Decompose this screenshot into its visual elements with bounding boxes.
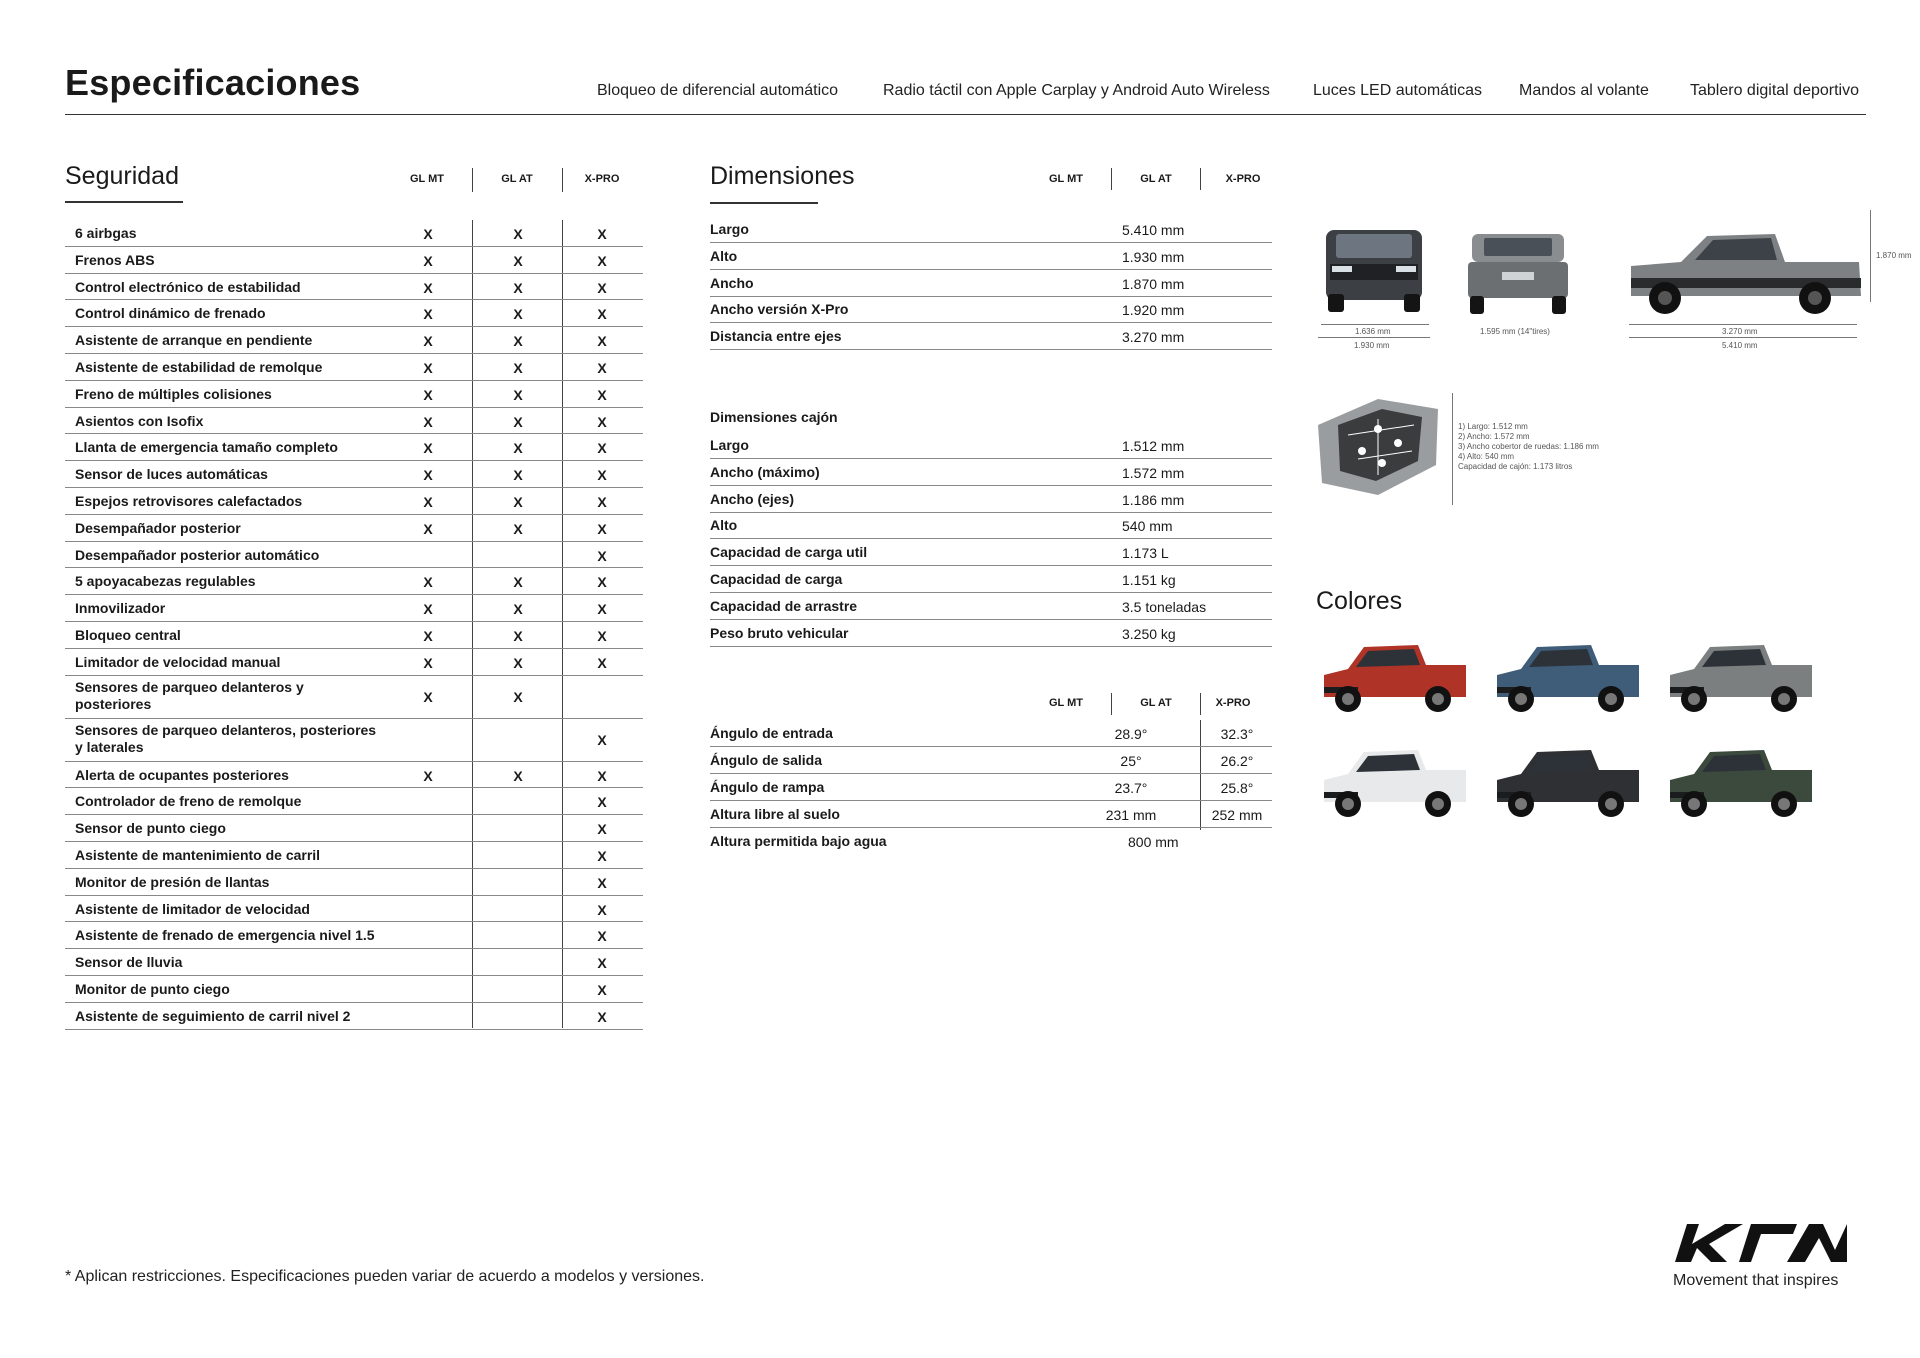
row-value: 252 mm (1211, 807, 1263, 823)
col-header: GL AT (1140, 697, 1172, 709)
feature-label: Mandos al volante (1519, 82, 1649, 99)
kia-logo (1673, 1222, 1849, 1264)
row-label: Ancho (máximo) (710, 463, 820, 480)
col-divider (472, 168, 473, 192)
section-underline (710, 202, 818, 204)
table-row (710, 459, 1272, 486)
check-mark: X (597, 547, 607, 564)
check-mark: X (597, 440, 607, 457)
bed-notes (1458, 422, 1599, 472)
table-row (710, 593, 1272, 620)
table-row (65, 408, 643, 435)
feature-label: Bloqueo de diferencial automático (597, 82, 839, 99)
row-label: Sensor de lluvia (75, 954, 183, 971)
row-label: Ancho (710, 274, 754, 291)
row-value: 3.270 mm (1122, 329, 1185, 346)
check-mark: X (423, 333, 433, 350)
row-label: Ángulo de rampa (710, 779, 825, 795)
dimension-line (1452, 393, 1453, 505)
check-mark: X (513, 226, 523, 242)
table-row (65, 922, 643, 949)
check-mark: X (597, 901, 607, 918)
row-label: Asistente de estabilidad de remolque (75, 359, 323, 375)
table-row (65, 649, 643, 676)
row-value: 1.186 mm (1122, 491, 1185, 508)
check-mark: X (597, 848, 607, 864)
check-mark: X (597, 654, 607, 671)
col-header: X-PRO (1225, 173, 1261, 185)
table-row (65, 488, 643, 515)
table-row (710, 243, 1272, 270)
table-row (710, 747, 1272, 774)
check-mark: X (597, 628, 607, 644)
table-row (65, 354, 643, 381)
table-row (65, 762, 643, 789)
row-value: 540 mm (1122, 518, 1173, 535)
row-label: Sensores de parqueo delanteros, posteriores (75, 721, 377, 738)
rear-view-image (1462, 228, 1574, 318)
row-label: Capacidad de carga util (710, 544, 868, 561)
check-mark: X (423, 601, 433, 618)
row-label: y laterales (75, 738, 144, 755)
height-label: 1.870 mm (1876, 251, 1912, 260)
col-header: GL AT (1140, 173, 1172, 185)
table-row (65, 896, 643, 923)
feature-label: Tablero digital deportivo (1690, 82, 1859, 99)
section-title-colores: Colores (1316, 587, 1403, 615)
row-label: Asistente de arranque en pendiente (75, 332, 313, 349)
row-label: Asistente de frenado de emergencia nivel 1.5 (75, 927, 375, 944)
header-divider (65, 114, 1866, 115)
check-mark: X (513, 360, 523, 376)
row-value: 1.151 kg (1122, 572, 1176, 588)
table-row (65, 300, 643, 327)
table-row (65, 247, 643, 274)
row-value: 25° (1120, 753, 1142, 769)
row-label: Freno de múltiples colisiones (75, 385, 272, 402)
check-mark: X (597, 874, 607, 891)
row-value: 3.250 kg (1122, 625, 1176, 642)
row-value: 800 mm (1128, 834, 1179, 850)
row-label: Control dinámico de frenado (75, 305, 266, 322)
check-mark: X (423, 440, 433, 457)
row-value: 28.9° (1114, 726, 1148, 742)
check-mark: X (597, 955, 607, 972)
table-row (710, 720, 1272, 747)
table-row (65, 381, 643, 408)
row-label: 5 apoyacabezas regulables (75, 573, 256, 590)
table-row (65, 434, 643, 461)
dimension-line (1629, 337, 1857, 338)
row-value: 23.7° (1114, 780, 1148, 796)
row-label: Largo (710, 221, 749, 237)
check-mark: X (597, 520, 607, 537)
check-mark: X (513, 601, 523, 618)
row-value: 1.870 mm (1122, 275, 1185, 292)
check-mark: X (597, 494, 607, 510)
row-label: Controlador de freno de remolque (75, 793, 302, 810)
section-title-seguridad: Seguridad (65, 162, 179, 190)
table-row (65, 622, 643, 649)
check-mark: X (597, 982, 607, 998)
check-mark: X (423, 654, 433, 671)
table-row (710, 216, 1272, 243)
check-mark: X (597, 306, 607, 323)
row-value: 1.512 mm (1122, 438, 1185, 454)
dimension-line (1870, 210, 1871, 302)
check-mark: X (513, 306, 523, 323)
table-row (65, 976, 643, 1003)
check-mark: X (513, 440, 523, 457)
bed-note: 1) Largo: 1.512 mm (1458, 422, 1528, 431)
table-row (65, 542, 643, 569)
row-label: Asistente de limitador de velocidad (75, 900, 310, 917)
table-row (710, 539, 1272, 566)
check-mark: X (513, 279, 523, 296)
table-row (710, 566, 1272, 593)
row-value: 5.410 mm (1122, 222, 1185, 238)
col-divider (1111, 168, 1112, 190)
row-label: Peso bruto vehicular (710, 624, 849, 641)
row-label: Ancho versión X-Pro (710, 301, 849, 318)
row-value: 32.3° (1220, 726, 1254, 742)
tagline: Movement that inspires (1673, 1272, 1839, 1289)
row-value: 231 mm (1105, 807, 1157, 823)
check-mark: X (513, 494, 523, 510)
check-mark: X (423, 767, 433, 784)
table-row (710, 486, 1272, 513)
color-swatch-truck (1491, 740, 1643, 822)
rear-width-label: 1.595 mm (14"tires) (1480, 327, 1550, 336)
row-label: Alto (710, 517, 738, 534)
check-mark: X (597, 601, 607, 618)
row-label: Bloqueo central (75, 627, 181, 643)
check-mark: X (597, 794, 607, 811)
front-view-image (1318, 220, 1430, 320)
color-swatch-truck (1664, 635, 1816, 717)
check-mark: X (513, 252, 523, 269)
row-value: 26.2° (1220, 753, 1254, 769)
row-label: Monitor de presión de llantas (75, 873, 270, 890)
row-label: Largo (710, 437, 749, 453)
table-row (710, 512, 1272, 539)
table-row (710, 620, 1272, 647)
table-row (65, 1003, 643, 1030)
check-mark: X (597, 731, 607, 748)
check-mark: X (597, 413, 607, 430)
feature-label: Luces LED automáticas (1313, 82, 1482, 99)
row-value: 3.5 toneladas (1122, 598, 1207, 615)
check-mark: X (597, 279, 607, 296)
check-mark: X (423, 688, 433, 705)
length-label: 5.410 mm (1722, 341, 1758, 350)
row-label: Espejos retrovisores calefactados (75, 493, 303, 509)
color-swatch-truck (1664, 740, 1816, 822)
row-label: Ancho (ejes) (710, 490, 795, 507)
table-row (710, 801, 1272, 828)
dimension-line (1629, 324, 1857, 325)
table-row (65, 327, 643, 354)
check-mark: X (423, 574, 433, 591)
check-mark: X (423, 386, 433, 403)
row-label: Desempañador posterior automático (75, 546, 320, 563)
table-row (65, 815, 643, 842)
row-label: Asientos con Isofix (75, 412, 204, 429)
table-row (65, 595, 643, 622)
check-mark: X (597, 252, 607, 269)
table-row (65, 274, 643, 301)
row-label: Control electrónico de estabilidad (75, 278, 301, 295)
table-row (710, 323, 1272, 350)
row-value: 1.572 mm (1122, 464, 1185, 481)
check-mark: X (423, 413, 433, 430)
check-mark: X (513, 654, 523, 671)
table-row (65, 949, 643, 976)
col-divider (1200, 693, 1201, 715)
row-label: Sensores de parqueo delanteros y (75, 678, 304, 695)
check-mark: X (597, 767, 607, 784)
table-row (710, 270, 1272, 297)
cajon-title: Dimensiones cajón (710, 409, 838, 425)
check-mark: X (597, 1008, 607, 1025)
table-row (65, 869, 643, 896)
check-mark: X (513, 574, 523, 591)
table-row (65, 220, 643, 247)
check-mark: X (597, 467, 607, 484)
table-row (65, 676, 643, 719)
check-mark: X (513, 467, 523, 484)
row-label: Altura libre al suelo (710, 806, 840, 822)
check-mark: X (597, 574, 607, 591)
row-label: Capacidad de arrastre (710, 597, 858, 614)
col-header: GL MT (1048, 173, 1083, 185)
col-divider (562, 168, 563, 192)
table-row (65, 788, 643, 815)
bed-note: 3) Ancho cobertor de ruedas: 1.186 mm (1458, 442, 1599, 451)
row-label: Distancia entre ejes (710, 328, 842, 345)
row-value: 25.8° (1220, 780, 1254, 796)
front-height-label: 1.930 mm (1354, 341, 1390, 350)
row-label: Sensor de luces automáticas (75, 466, 268, 483)
row-label: Asistente de mantenimiento de carril (75, 847, 321, 863)
check-mark: X (423, 494, 433, 510)
col-header: X-PRO (1215, 697, 1251, 709)
row-label: Alerta de ocupantes posteriores (75, 766, 289, 783)
col-divider (1200, 168, 1201, 190)
table-row (65, 461, 643, 488)
table-row (65, 719, 643, 762)
row-label: Altura permitida bajo agua (710, 833, 887, 849)
check-mark: X (597, 360, 607, 376)
col-header: GL MT (409, 173, 444, 185)
check-mark: X (597, 226, 607, 242)
footer-note: * Aplican restricciones. Especificaciones pueden variar de acuerdo a modelos y versiones. (65, 1268, 705, 1285)
check-mark: X (513, 333, 523, 350)
check-mark: X (513, 386, 523, 403)
row-label: Capacidad de carga (710, 571, 843, 587)
col-header: GL MT (1048, 697, 1083, 709)
check-mark: X (423, 628, 433, 644)
check-mark: X (423, 467, 433, 484)
row-label: Alto (710, 247, 738, 264)
section-title-dimensiones: Dimensiones (710, 162, 855, 190)
row-label: 6 airbgas (75, 225, 137, 241)
bed-note: Capacidad de cajón: 1.173 litros (1458, 462, 1573, 471)
check-mark: X (597, 386, 607, 403)
row-label: Llanta de emergencia tamaño completo (75, 439, 338, 456)
check-mark: X (513, 520, 523, 537)
check-mark: X (513, 628, 523, 644)
check-mark: X (597, 928, 607, 945)
check-mark: X (423, 306, 433, 323)
row-value: 1.930 mm (1122, 248, 1185, 265)
check-mark: X (513, 413, 523, 430)
table-row (710, 828, 1272, 855)
row-label: Ángulo de entrada (710, 725, 833, 741)
color-swatch-truck (1318, 740, 1470, 822)
row-label: Sensor de punto ciego (75, 820, 226, 837)
row-label: Inmovilizador (75, 600, 166, 617)
bed-image (1318, 395, 1438, 500)
color-swatch-truck (1318, 635, 1470, 717)
page-title: Especificaciones (65, 62, 361, 103)
table-row (65, 515, 643, 542)
col-header: GL AT (501, 173, 533, 185)
table-row (65, 842, 643, 869)
bed-note: 2) Ancho: 1.572 mm (1458, 432, 1530, 441)
row-label: Ángulo de salida (710, 752, 823, 768)
dimension-line (1318, 337, 1430, 338)
bed-note: 4) Alto: 540 mm (1458, 452, 1515, 461)
table-row (710, 296, 1272, 323)
check-mark: X (597, 821, 607, 838)
row-label: Desempañador posterior (75, 519, 241, 536)
side-view-image (1625, 222, 1865, 318)
row-label: Frenos ABS (75, 251, 155, 268)
row-value: 1.920 mm (1122, 302, 1185, 319)
front-width-label: 1.636 mm (1355, 327, 1391, 336)
row-label: Asistente de seguimiento de carril nivel 2 (75, 1007, 351, 1024)
color-swatch-truck (1491, 635, 1643, 717)
dimension-line (1321, 324, 1429, 325)
wheelbase-label: 3.270 mm (1722, 327, 1758, 336)
check-mark: X (423, 520, 433, 537)
check-mark: X (423, 252, 433, 269)
row-label: Limitador de velocidad manual (75, 653, 281, 670)
check-mark: X (597, 333, 607, 350)
col-header: X-PRO (584, 173, 620, 185)
check-mark: X (423, 226, 433, 242)
table-row (710, 432, 1272, 459)
col-divider (1111, 693, 1112, 715)
table-row (710, 774, 1272, 801)
section-underline (65, 201, 183, 203)
feature-label: Radio táctil con Apple Carplay y Android Auto Wireless (883, 82, 1270, 99)
check-mark: X (513, 688, 523, 705)
check-mark: X (423, 279, 433, 296)
row-label: posteriores (75, 695, 152, 712)
check-mark: X (513, 767, 523, 784)
row-value: 1.173 L (1122, 545, 1169, 562)
table-row (65, 568, 643, 595)
check-mark: X (423, 360, 433, 376)
row-label: Monitor de punto ciego (75, 981, 230, 997)
